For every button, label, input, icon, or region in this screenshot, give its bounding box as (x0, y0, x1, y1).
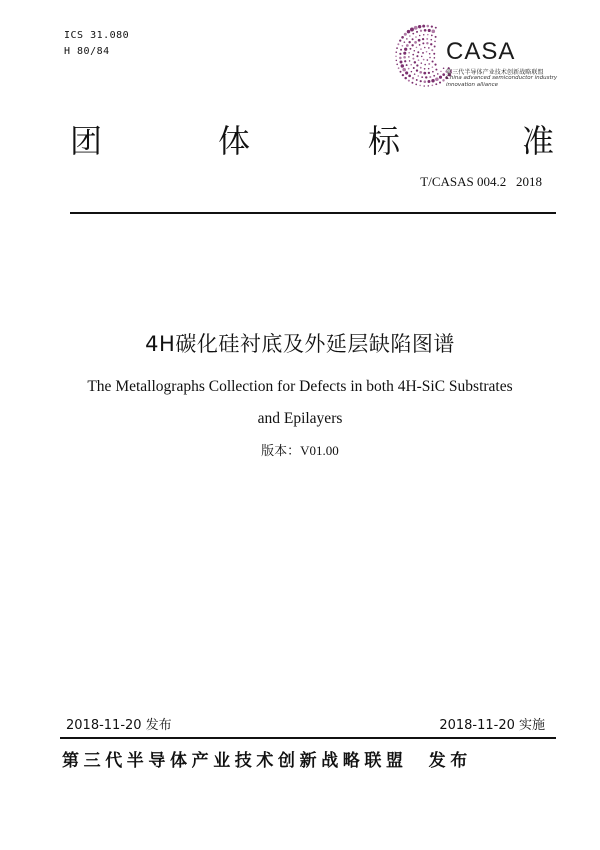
logo-dot (419, 71, 422, 74)
standard-type-char: 准 (522, 122, 555, 160)
version-label: 版本：V01.00 (261, 443, 339, 458)
logo-dot (396, 47, 398, 49)
logo-dot (414, 41, 417, 44)
logo-dot (412, 58, 414, 60)
logo-dot (402, 74, 404, 76)
logo-dot (422, 25, 425, 28)
logo-dot (407, 30, 410, 33)
logo-subtitle-cn: 第三代半导体产业技术创新战略联盟 (446, 69, 544, 76)
document-title-en: The Metallographs Collection for Defects in both 4H-SiC Substrates (87, 378, 513, 395)
logo-dot (435, 78, 439, 82)
logo-dot (419, 44, 421, 46)
logo-dot (415, 36, 417, 38)
logo-dot (434, 46, 436, 48)
logo-dot (416, 79, 418, 81)
logo-dot (412, 38, 414, 40)
logo-dot (427, 59, 429, 61)
logo-dot (402, 68, 406, 72)
logo-dot (425, 76, 427, 78)
logo-dot (408, 68, 410, 70)
classification-code: H 80/84 (64, 46, 110, 57)
logo-dot (433, 75, 435, 77)
logo-dot (396, 60, 398, 62)
logo-dot (408, 74, 411, 77)
logo-dot (410, 64, 412, 66)
logo-dot (419, 35, 421, 37)
standard-type-char: 体 (218, 122, 251, 160)
logo-dot (408, 56, 410, 58)
logo-dot (424, 64, 426, 66)
logo-dot (432, 71, 434, 73)
logo-dot (434, 64, 436, 66)
logo-dot (409, 48, 411, 50)
logo-dot (414, 50, 416, 52)
logo-dot (416, 64, 418, 66)
logo-dot (406, 38, 408, 40)
logo-dot (422, 38, 424, 40)
logo-dot (414, 73, 416, 75)
logo-dot (412, 77, 414, 79)
logo-dot (423, 59, 425, 61)
logo-dot (416, 47, 418, 49)
logo-dot (442, 79, 444, 81)
logo-dot (408, 52, 410, 54)
logo-dot (414, 26, 418, 30)
logo-dot (439, 76, 442, 79)
logo-dot (395, 51, 397, 53)
document-title-cn: 4H碳化硅衬底及外延层缺陷图谱 (145, 332, 455, 356)
logo-dot (395, 56, 397, 58)
logo-dot (412, 33, 414, 35)
logo-dot (397, 43, 399, 45)
logo-dot (406, 64, 408, 66)
logo-dot (417, 75, 419, 77)
logo-dot (431, 49, 433, 51)
publish-date: 2018-11-20 发布 (66, 718, 172, 733)
logo-dot (432, 30, 436, 34)
logo-dot (435, 36, 437, 38)
logo-dot (423, 72, 426, 75)
logo-dot (406, 44, 409, 47)
logo-dot (424, 68, 426, 70)
logo-dot (421, 62, 423, 64)
logo-dot (427, 25, 430, 28)
logo-dot (430, 39, 432, 41)
logo-dot (419, 85, 421, 87)
logo-dot (428, 72, 430, 74)
top-divider (70, 212, 556, 214)
logo-dot (428, 68, 430, 70)
logo-dot (404, 41, 406, 43)
logo-dot (434, 41, 436, 43)
logo-dot (426, 51, 428, 53)
logo-dot (429, 53, 431, 55)
logo-dot (417, 51, 419, 53)
logo-dot (424, 29, 427, 32)
logo-dot (403, 52, 406, 55)
logo-dot (428, 85, 430, 87)
logo-dot (404, 48, 407, 51)
logo-dot (420, 67, 422, 69)
logo-subtitle-en: China advanced semiconductor industry (446, 75, 558, 81)
logo-dot (428, 29, 431, 32)
logo-dot (413, 67, 415, 69)
logo-dot (435, 27, 437, 29)
logo-dot (416, 69, 418, 71)
logo-dot (435, 83, 437, 85)
logo-dot (421, 76, 423, 78)
logo-dot (410, 28, 414, 32)
logo-dot (442, 73, 445, 76)
logo-dot (440, 71, 442, 73)
logo-dot (411, 44, 413, 46)
logo-dot (414, 61, 416, 63)
logo-dot (416, 31, 418, 33)
logo-dot (402, 45, 404, 47)
logo-dot (424, 80, 427, 83)
logo-dot (435, 69, 437, 71)
logo-dot (437, 73, 439, 75)
logo-dot (418, 25, 421, 28)
logo-dot (411, 71, 413, 73)
logo-dot (399, 53, 401, 55)
logo-dot (399, 40, 401, 42)
logo-dot (420, 30, 422, 32)
logo-dot (427, 34, 429, 36)
standard-type (70, 116, 558, 160)
logo-dot (431, 79, 434, 82)
logo-dot (433, 53, 435, 55)
logo-dot (399, 57, 402, 60)
logo-dot (431, 35, 433, 37)
logo-dot (400, 61, 403, 64)
standard-type-char: 标 (368, 122, 401, 160)
logo-dot (428, 63, 430, 65)
logo-dot (405, 71, 408, 74)
casa-logo-icon (392, 22, 452, 90)
logo-dot (400, 71, 402, 73)
logo-dot (396, 64, 398, 66)
logo-dot (421, 56, 423, 58)
logo-dot (432, 66, 434, 68)
bottom-divider (60, 737, 556, 739)
logo-dot (411, 82, 413, 84)
logo-dot (409, 35, 411, 37)
logo-dot (416, 55, 418, 57)
logo-dot (429, 57, 431, 59)
logo-dot (412, 54, 414, 56)
logo-dot (439, 81, 441, 83)
logo-dot (423, 34, 425, 36)
logo-dot (424, 47, 426, 49)
logo-dot (432, 84, 434, 86)
logo-dot (415, 84, 417, 86)
logo-dot (420, 48, 422, 50)
logo-subtitle-en-2: innovation alliance (446, 82, 498, 88)
logo-dot (434, 57, 436, 59)
logo-dot (408, 41, 410, 43)
logo-dot (443, 67, 445, 69)
logo-dot (423, 85, 425, 87)
issuer: 第三代半导体产业技术创新战略联盟 发布 (62, 751, 472, 771)
logo-dot (403, 56, 406, 59)
document-title-en-line2: and Epilayers (257, 410, 343, 427)
logo-dot (401, 64, 404, 67)
logo-dot (422, 42, 424, 44)
logo-dot (418, 59, 420, 61)
logo-dot (429, 76, 431, 78)
logo-dot (420, 80, 422, 82)
logo-dot (409, 60, 411, 62)
logo-dot (418, 39, 421, 42)
logo-dot (430, 43, 432, 45)
standard-number: T/CASAS 004.2 2018 (420, 174, 542, 189)
logo-dot (398, 67, 400, 69)
logo-dot (422, 52, 424, 54)
logo-dot (404, 33, 407, 36)
logo-dot (426, 38, 428, 40)
logo-name: CASA (446, 38, 516, 65)
logo-dot (408, 80, 410, 82)
logo-dot (432, 60, 434, 62)
logo-dot (400, 49, 402, 51)
logo-dot (404, 77, 406, 79)
implement-date: 2018-11-20 实施 (439, 718, 545, 733)
logo-dot (401, 36, 404, 39)
logo-dot (428, 47, 430, 49)
ics-code: ICS 31.080 (64, 30, 130, 41)
logo-dot (404, 60, 406, 62)
standard-type-char: 团 (70, 122, 103, 160)
logo-dot (426, 42, 428, 44)
logo-dot (427, 80, 430, 83)
logo-dot (431, 25, 433, 27)
